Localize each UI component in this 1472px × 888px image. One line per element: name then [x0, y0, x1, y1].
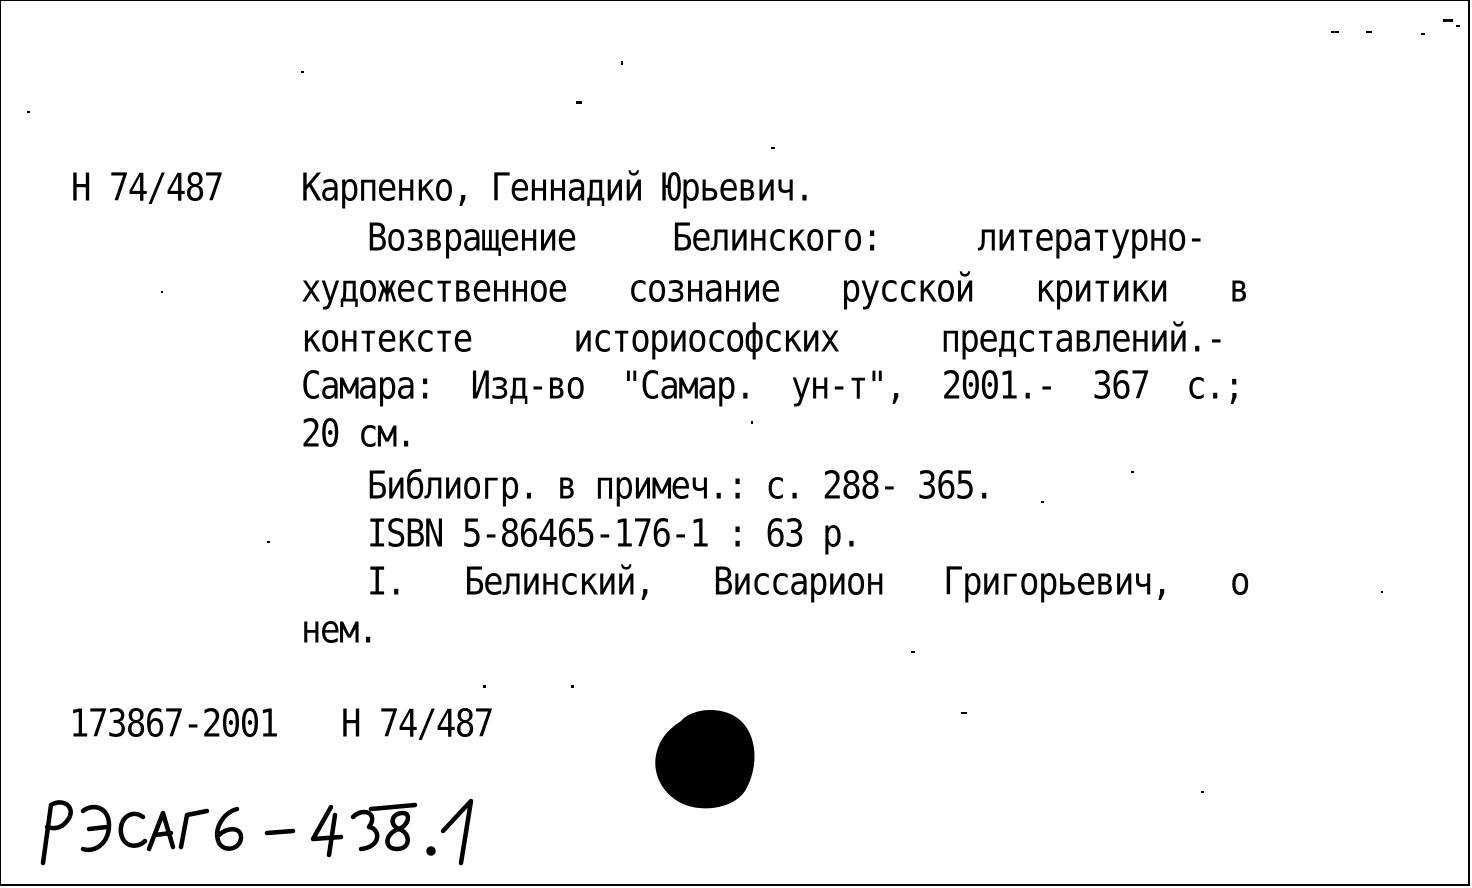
title-line-1: Возвращение Белинского: литературно-: [367, 215, 1205, 261]
accession-number: 173867-2001: [69, 701, 278, 747]
shelf-mark: Н 74/487: [71, 165, 223, 211]
author-heading: Карпенко, Геннадий Юрьевич.: [301, 165, 814, 211]
title-line-2: художественное сознание русской критики в: [301, 266, 1248, 312]
size-line: 20 см.: [301, 411, 415, 457]
title-line-3: контексте историософских представлений.-: [301, 316, 1225, 362]
imprint-line: Самара: Изд-во "Самар. ун-т", 2001.- 367 с.;: [301, 363, 1243, 409]
bibliography-note: Библиогр. в примеч.: с. 288- 365.: [367, 463, 994, 509]
scan-noise: [1, 1, 1469, 885]
accession-shelf-mark: Н 74/487: [341, 701, 493, 747]
isbn-line: ISBN 5-86465-176-1 : 63 р.: [367, 511, 861, 557]
subject-line-1: I. Белинский, Виссарион Григорьевич, о: [367, 559, 1249, 605]
subject-line-2: нем.: [301, 607, 377, 653]
